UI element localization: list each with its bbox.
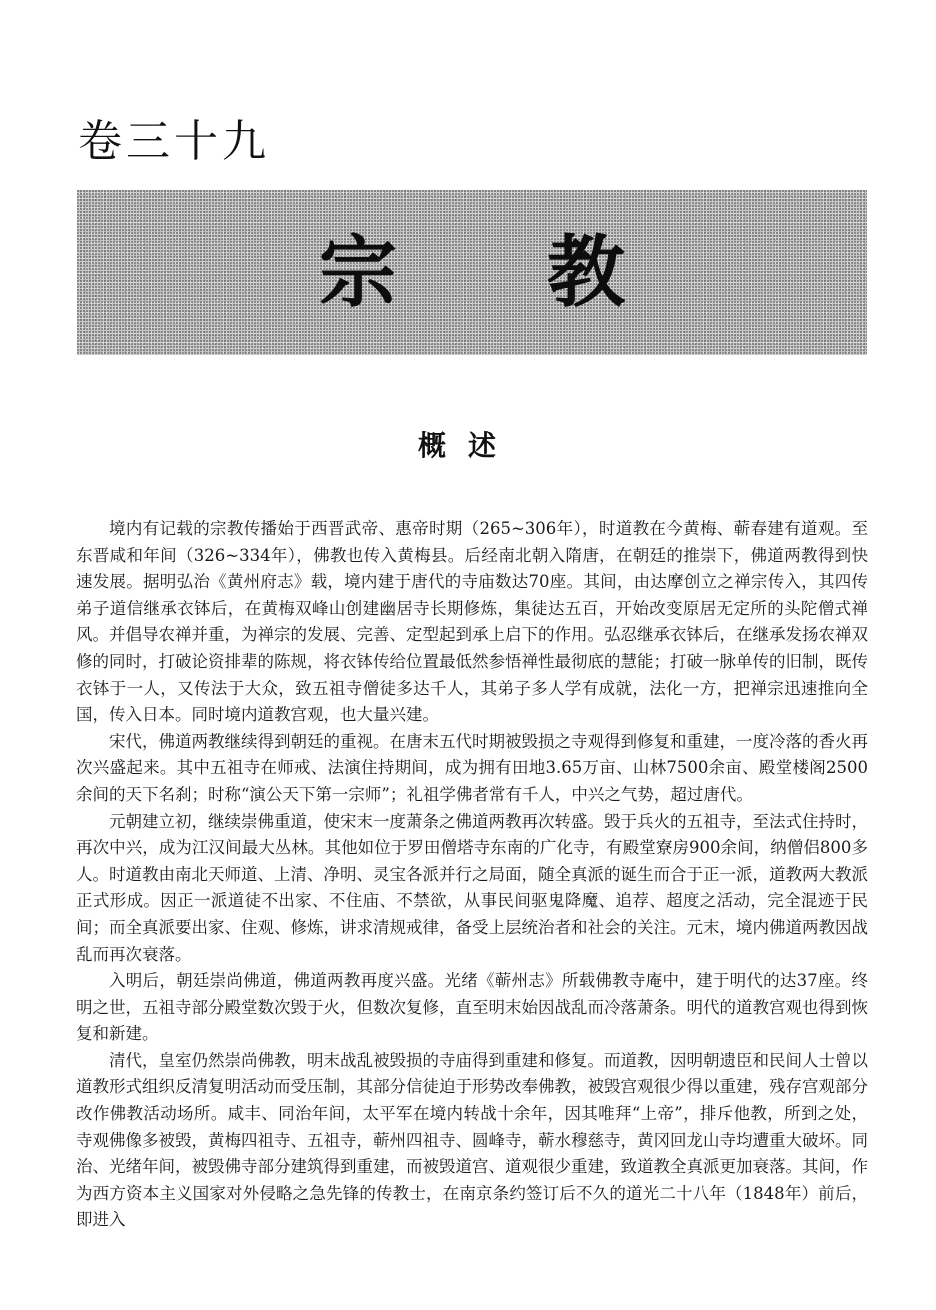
paragraph: 境内有记载的宗教传播始于西晋武帝、惠帝时期（265~306年），时道教在今黄梅、蕲春建有道观。至东晋咸和年间（326~334年），佛教也传入黄梅县。后经南北朝入隋唐，在朝廷的推崇下，佛道两教得到快速发展。据明弘治《黄州府志》载，境内建于唐代的寺庙数达70座。其间，由达摩创立之禅宗传入，其四传弟子道信继承衣钵后，在黄梅双峰山创建幽居寺长期修炼，集徒达五百，开始改变原居无定所的头陀僧式禅风。并倡导农禅并重，为禅宗的发展、完善、定型起到承上启下的作用。弘忍继承衣钵后，在继承发扬农禅双修的同时，打破论资排辈的陈规，将衣钵传给位置最低然参悟禅性最彻底的慧能；打破一脉单传的旧制，既传衣钵于一人，又传法于大众，致五祖寺僧徒多达千人，其弟子多人学有成就，法化一方，把禅宗迅速推向全国，传入日本。同时境内道教宫观，也大量兴建。 xyxy=(76,519,868,725)
paragraph: 清代，皇室仍然崇尚佛教，明末战乱被毁损的寺庙得到重建和修复。而道教，因明朝遗臣和民间人士曾以道教形式组织反清复明活动而受压制，其部分信徒迫于形势改奉佛教，被毁宫观很少得以重建，残存宫观部分改作佛教活动场所。咸丰、同治年间，太平军在境内转战十余年，因其唯拜“上帝”，排斥他教，所到之处，寺观佛像多被毁，黄梅四祖寺、五祖寺，蕲州四祖寺、圆峰寺，蕲水穆慈寺，黄冈回龙山寺均遭重大破坏。同治、光绪年间，被毁佛寺部分建筑得到重建，而被毁道宫、道观很少重建，致道教全真派更加衰落。其间，作为西方资本主义国家对外侵略之急先锋的传教士，在南京条约签订后不久的道光二十八年（1848年）前后，即进入 xyxy=(76,1050,868,1230)
volume-label: 卷三十九 xyxy=(78,116,270,167)
body-text xyxy=(76,516,868,1234)
paragraph: 元朝建立初，继续崇佛重道，使宋末一度萧条之佛道两教再次转盛。毁于兵火的五祖寺，至法式住持时，再次中兴，成为江汉间最大丛林。其他如位于罗田僧塔寺东南的广化寺，有殿堂寮房900余间，纳僧侣800多人。时道教由南北天师道、上清、净明、灵宝各派并行之局面，随全真派的诞生而合于正一派，道教两大教派正式形成。因正一派道徒不出家、不住庙、不禁欲，从事民间驱鬼降魔、追荐、超度之活动，完全混迹于民间；而全真派要出家、住观、修炼，讲求清规戒律，备受上层统治者和社会的关注。元末，境内佛道两教因战乱而再次衰落。 xyxy=(76,811,868,964)
paragraph: 入明后，朝廷崇尚佛道，佛道两教再度兴盛。光绪《蕲州志》所载佛教寺庵中，建于明代的达37座。终明之世，五祖寺部分殿堂数次毁于火，但数次复修，直至明末始因战乱而冷落萧条。明代的道教宫观也得到恢复和新建。 xyxy=(76,971,868,1044)
banner-title: 宗教 xyxy=(318,226,775,318)
section-heading: 概述 xyxy=(417,429,518,462)
title-banner xyxy=(77,190,867,355)
paragraph: 宋代，佛道两教继续得到朝廷的重视。在唐末五代时期被毁损之寺观得到修复和重建，一度冷落的香火再次兴盛起来。其中五祖寺在师戒、法演住持期间，成为拥有田地3.65万亩、山林7500余亩、殿堂楼阁2500余间的天下名刹；时称“演公天下第一宗师”；礼祖学佛者常有千人，中兴之气势，超过唐代。 xyxy=(76,731,868,804)
